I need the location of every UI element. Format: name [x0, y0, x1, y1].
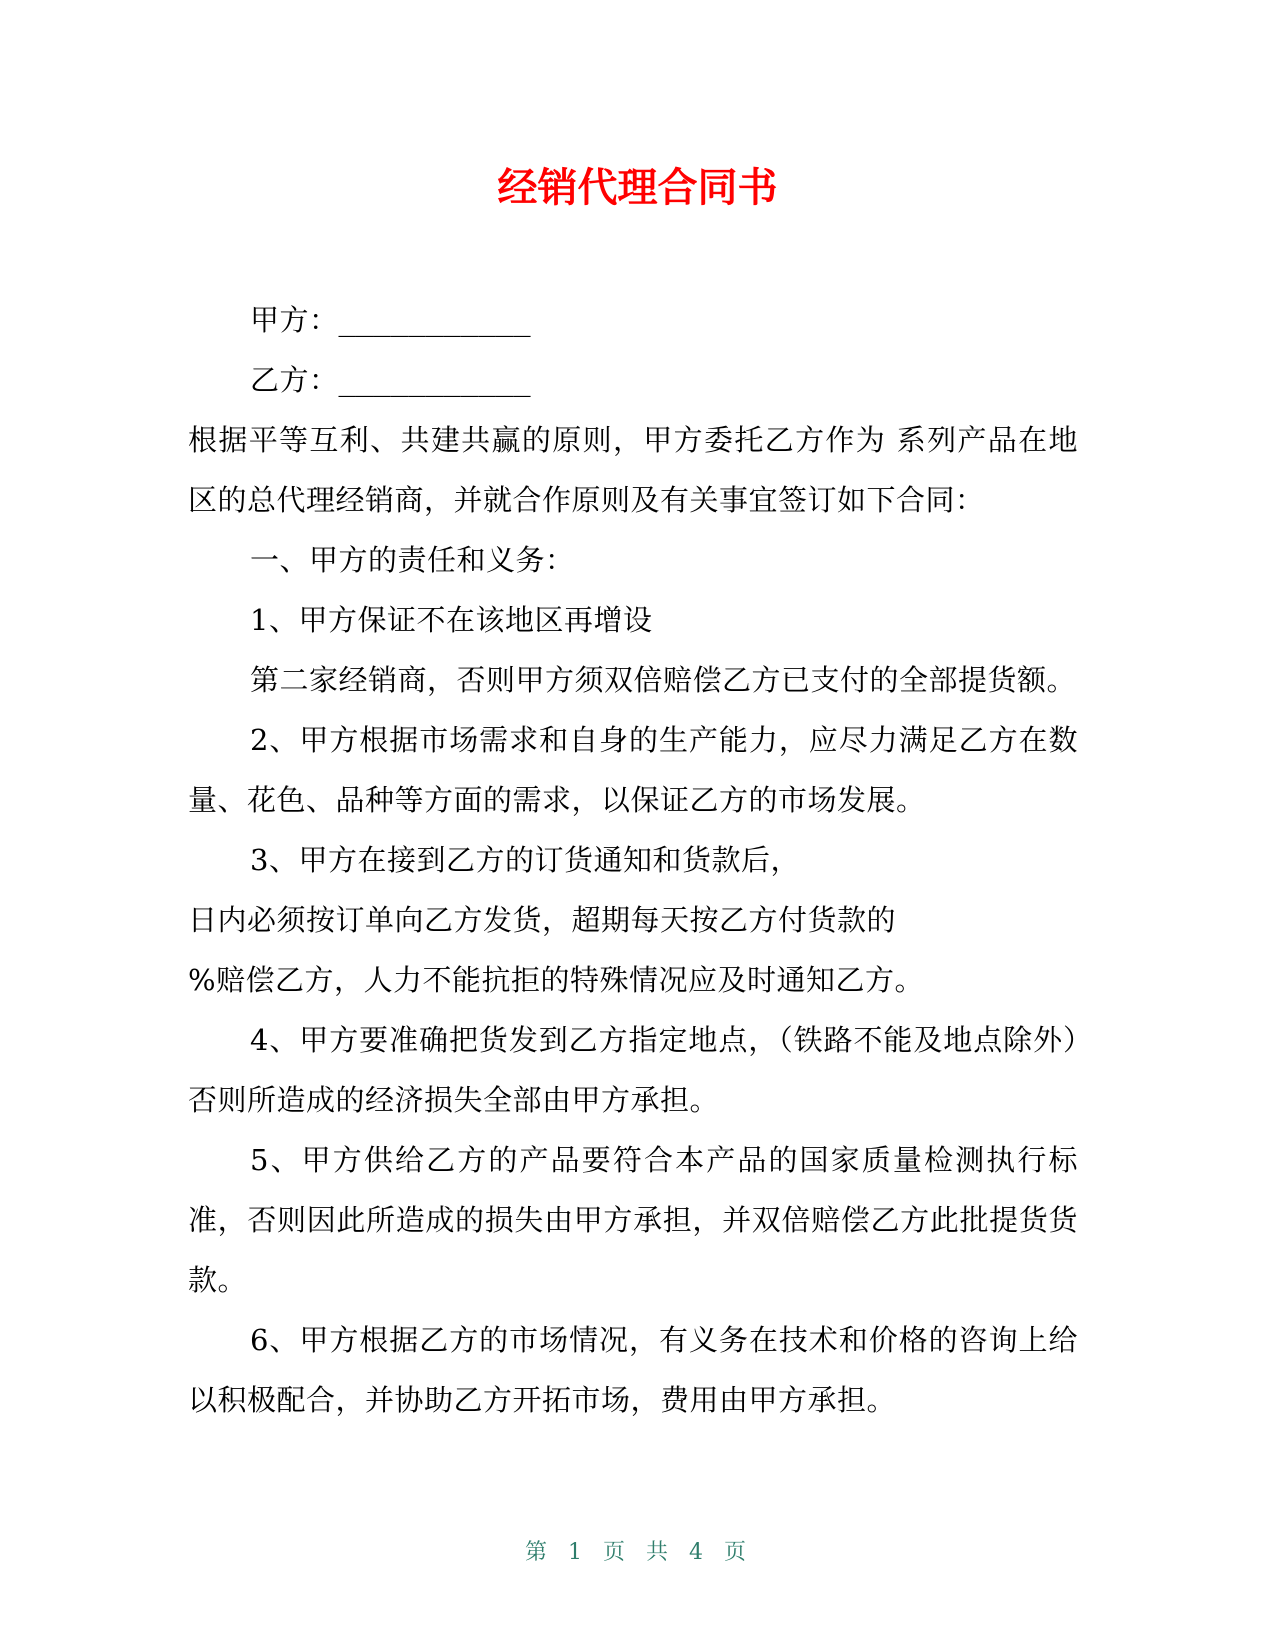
document-title: 经销代理合同书: [497, 165, 778, 211]
party-b-label: 乙方：: [250, 363, 339, 397]
clause-1-continued: 第二家经销商，否则甲方须双倍赔偿乙方已支付的全部提货额。: [250, 663, 1077, 697]
clause-3: 3、甲方在接到乙方的订货通知和货款后，: [250, 843, 800, 877]
party-a-line: [188, 290, 1078, 350]
clause-1: 1、甲方保证不在该地区再增设: [250, 603, 653, 637]
party-b-blank: ___________: [338, 363, 531, 397]
clause-2: 2、甲方根据市场需求和自身的生产能力，应尽力满足乙方在数量、花色、品种等方面的需求，以保证乙方的市场发展。: [188, 723, 1078, 817]
page-footer: 第 1 页 共 4 页: [525, 1540, 750, 1565]
clause-6: 6、甲方根据乙方的市场情况，有义务在技术和价格的咨询上给以积极配合，并协助乙方开拓市场，费用由甲方承担。: [188, 1323, 1078, 1417]
clause-3-compensation: %赔偿乙方，人力不能抗拒的特殊情况应及时通知乙方。: [188, 963, 925, 997]
party-a-blank: ___________: [338, 303, 531, 337]
clause-4: 4、甲方要准确把货发到乙方指定地点，（铁路不能及地点除外）否则所造成的经济损失全部由甲方承担。: [188, 1023, 1078, 1117]
section-heading-party-a-duties: 一、甲方的责任和义务：: [250, 543, 575, 577]
clause-3-continued: 日内必须按订单向乙方发货，超期每天按乙方付货款的: [188, 903, 897, 937]
party-a-label: 甲方：: [250, 303, 339, 337]
clause-5: 5、甲方供给乙方的产品要符合本产品的国家质量检测执行标准，否则因此所造成的损失由甲方承担，并双倍赔偿乙方此批提货货款。: [188, 1143, 1078, 1297]
party-b-line: [188, 350, 1078, 410]
preamble-paragraph: 根据平等互利、共建共赢的原则，甲方委托乙方作为 系列产品在地区的总代理经销商，并就合作原则及有关事宜签订如下合同：: [188, 423, 1078, 517]
document-body: [188, 290, 1078, 1430]
